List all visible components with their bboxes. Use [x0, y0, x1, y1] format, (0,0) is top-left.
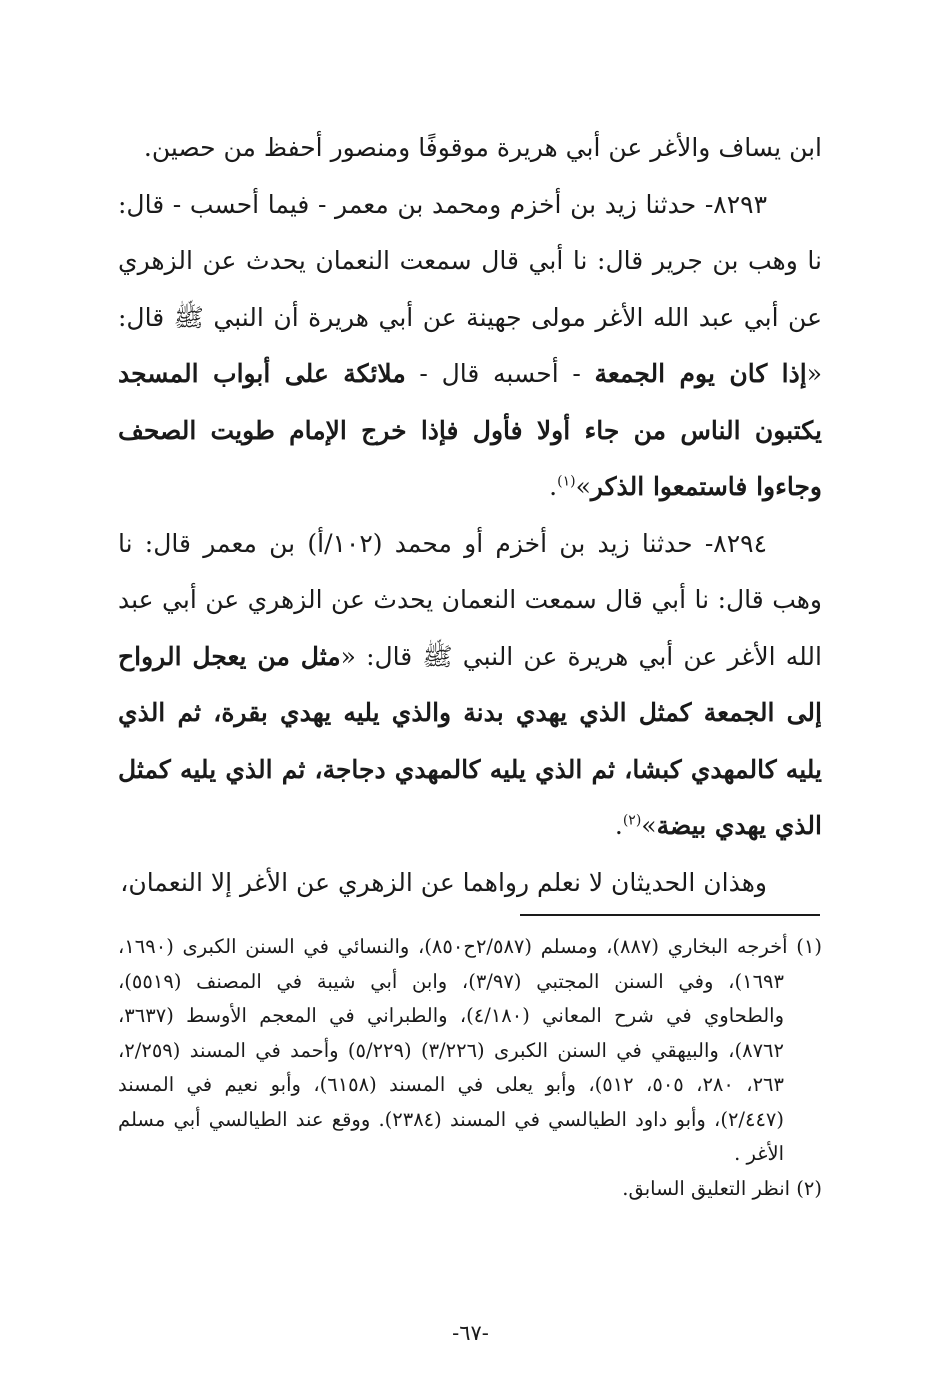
- footnote-divider: [520, 914, 820, 916]
- closing-paragraph: وهذان الحديثان لا نعلم رواهما عن الزهري عن الأغر إلا النعمان،: [120, 867, 767, 897]
- main-text: [118, 120, 822, 911]
- hadith-8293-period: .: [549, 472, 558, 501]
- hadith-8294-period: .: [614, 811, 623, 840]
- hadith-8293-isnad: ٨٢٩٣- حدثنا زيد بن أخزم ومحمد بن معمر - فيما أحسب - قال: نا وهب بن جرير قال: نا أبي قال سمعت النعمان يحدث عن الزهري عن أبي عبد الله الأغر مولى جهينة عن أبي هريرة أن النبي ﷺ قال: «: [118, 189, 823, 388]
- footnote-1: (١) أخرجه البخاري (٨٨٧)، ومسلم (٢/٥٨٧ح٨٥٠)، والنسائي في السنن الكبرى (١٦٩٠، ١٦٩٣)، وفي السنن المجتبي (٣/٩٧)، وابن أبي شيبة في المصنف (٥٥١٩)، والطحاوي في شرح المعاني (٤/١٨٠)، والطبراني في المعجم الأوسط (٣٦٣٧، ٨٧٦٢)، والبيهقي في السنن الكبرى (٣/٢٢٦) (٥/٢٢٩) وأحمد في المسند (٢/٢٥٩، ٢٦٣، ٢٨٠، ٥٠٥، ٥١٢)، وأبو يعلى في المسند (٦١٥٨)، وأبو نعيم في المسند (٢/٤٤٧)، وأبو داود الطيالسي في المسند (٢٣٨٤). ووقع عند الطيالسي أبي مسلم الأغر .: [118, 935, 822, 1165]
- hadith-8293-matn-part1: إذا كان يوم الجمعة: [594, 359, 807, 388]
- hadith-8293-aside: - أحسبه قال -: [405, 359, 595, 388]
- hadith-8294: [118, 516, 822, 855]
- footnotes: [118, 930, 822, 1206]
- hadith-8293-close-quote: »: [575, 472, 591, 501]
- hadith-8293: [118, 177, 822, 516]
- paragraph-continuation: ابن يساف والأغر عن أبي هريرة موقوفًا ومنصور أحفظ من حصين.: [143, 133, 822, 162]
- page-number: -٦٧-: [452, 1321, 489, 1345]
- footnote-ref-2[interactable]: (٢): [622, 812, 642, 829]
- hadith-8294-close-quote: »: [641, 811, 657, 840]
- footnote-ref-1[interactable]: (١): [557, 473, 576, 490]
- hadith-8294-isnad: ٨٢٩٤- حدثنا زيد بن أخزم أو محمد (١٠٢/أ) بن معمر قال: نا وهب قال: نا أبي قال سمعت النعمان يحدث عن الزهري عن أبي عبد الله الأغر عن أبي هريرة عن النبي ﷺ قال: «: [118, 528, 822, 671]
- footnote-2: (٢) انظر التعليق السابق.: [622, 1176, 822, 1200]
- hadith-8294-matn: مثل من يعجل الرواح إلى الجمعة كمثل الذي يهدي بدنة والذي يليه يهدي بقرة، ثم الذي يليه كالمهدي كبشا، ثم الذي يليه كالمهدي دجاجة، ثم الذي يليه كمثل الذي يهدي بيضة: [118, 641, 822, 840]
- hadith-8293-matn-part2: ملائكة على أبواب المسجد يكتبون الناس من جاء أولا فأول فإذا خرج الإمام طويت الصحف وجاءوا فاستمعوا الذكر: [118, 359, 822, 501]
